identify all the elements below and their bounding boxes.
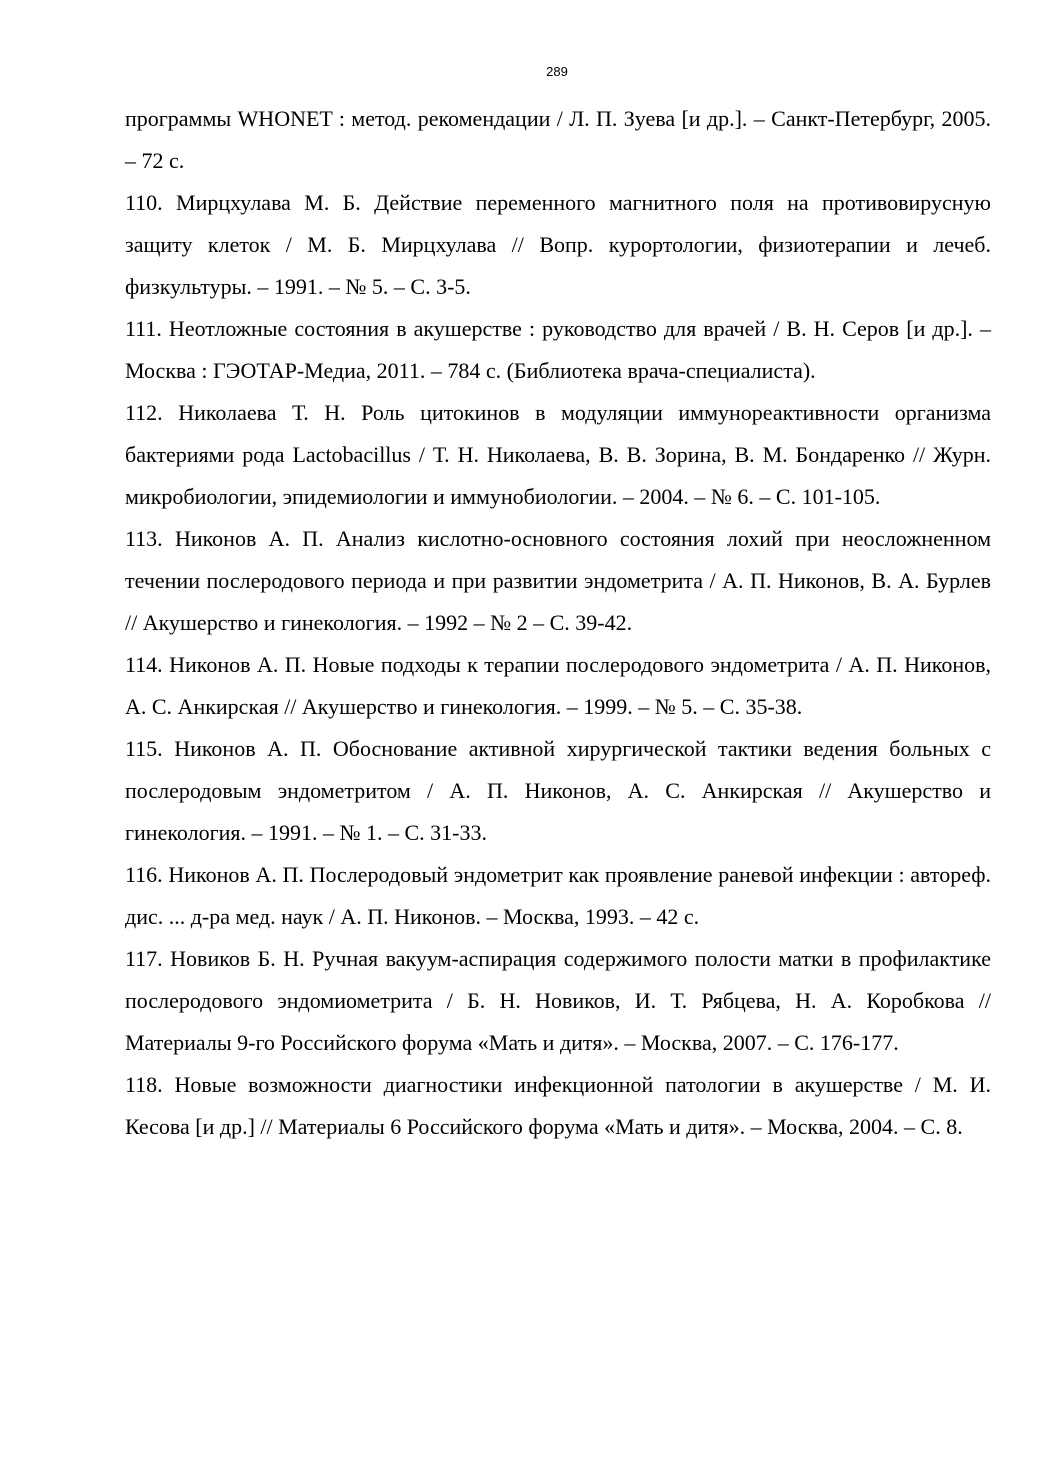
reference-item: 113. Никонов А. П. Анализ кислотно-основного состояния лохий при неосложненном течении послеродового периода и при развитии эндометрита / А. П. Никонов, В. А. Бурлев // Акушерство и гинекология. – 1992 – № 2 – С. 39-42. bbox=[125, 526, 991, 635]
reference-item: 112. Николаева Т. Н. Роль цитокинов в модуляции иммунореактивности организма бактериями рода Lactobacillus / Т. Н. Николаева, В. В. Зорина, В. М. Бондаренко // Журн. микробиологии, эпидемиологии и иммунобиологии. – 2004. – № 6. – С. 101-105. bbox=[125, 400, 991, 509]
reference-list bbox=[125, 98, 991, 1148]
reference-item: 115. Никонов А. П. Обоснование активной хирургической тактики ведения больных с послеродовым эндометритом / А. П. Никонов, А. С. Анкирская // Акушерство и гинекология. – 1991. – № 1. – С. 31-33. bbox=[125, 736, 991, 845]
reference-item: 116. Никонов А. П. Послеродовый эндометрит как проявление раневой инфекции : автореф. дис. ... д-ра мед. наук / А. П. Никонов. – Москва, 1993. – 42 с. bbox=[125, 862, 991, 929]
page-number: 289 bbox=[546, 64, 568, 79]
reference-item: 117. Новиков Б. Н. Ручная вакуум-аспирация содержимого полости матки в профилактике послеродового эндомиометрита / Б. Н. Новиков, И. Т. Рябцева, Н. А. Коробкова // Материалы 9-го Российского форума «Мать и дитя». – Москва, 2007. – С. 176-177. bbox=[125, 946, 991, 1055]
reference-item: 110. Мирцхулава М. Б. Действие переменного магнитного поля на противовирусную защиту клеток / М. Б. Мирцхулава // Вопр. курортологии, физиотерапии и лечеб. физкультуры. – 1991. – № 5. – С. 3-5. bbox=[125, 190, 991, 299]
reference-item: программы WHONET : метод. рекомендации / Л. П. Зуева [и др.]. – Санкт-Петербург, 2005. – 72 с. bbox=[125, 106, 991, 173]
reference-item: 111. Неотложные состояния в акушерстве : руководство для врачей / В. Н. Серов [и др.]. – Москва : ГЭОТАР-Медиа, 2011. – 784 с. (Библиотека врача-специалиста). bbox=[125, 316, 991, 383]
reference-item: 118. Новые возможности диагностики инфекционной патологии в акушерстве / М. И. Кесова [и др.] // Материалы 6 Российского форума «Мать и дитя». – Москва, 2004. – С. 8. bbox=[125, 1072, 991, 1139]
reference-item: 114. Никонов А. П. Новые подходы к терапии послеродового эндометрита / А. П. Никонов, А. С. Анкирская // Акушерство и гинекология. – 1999. – № 5. – С. 35-38. bbox=[125, 652, 991, 719]
